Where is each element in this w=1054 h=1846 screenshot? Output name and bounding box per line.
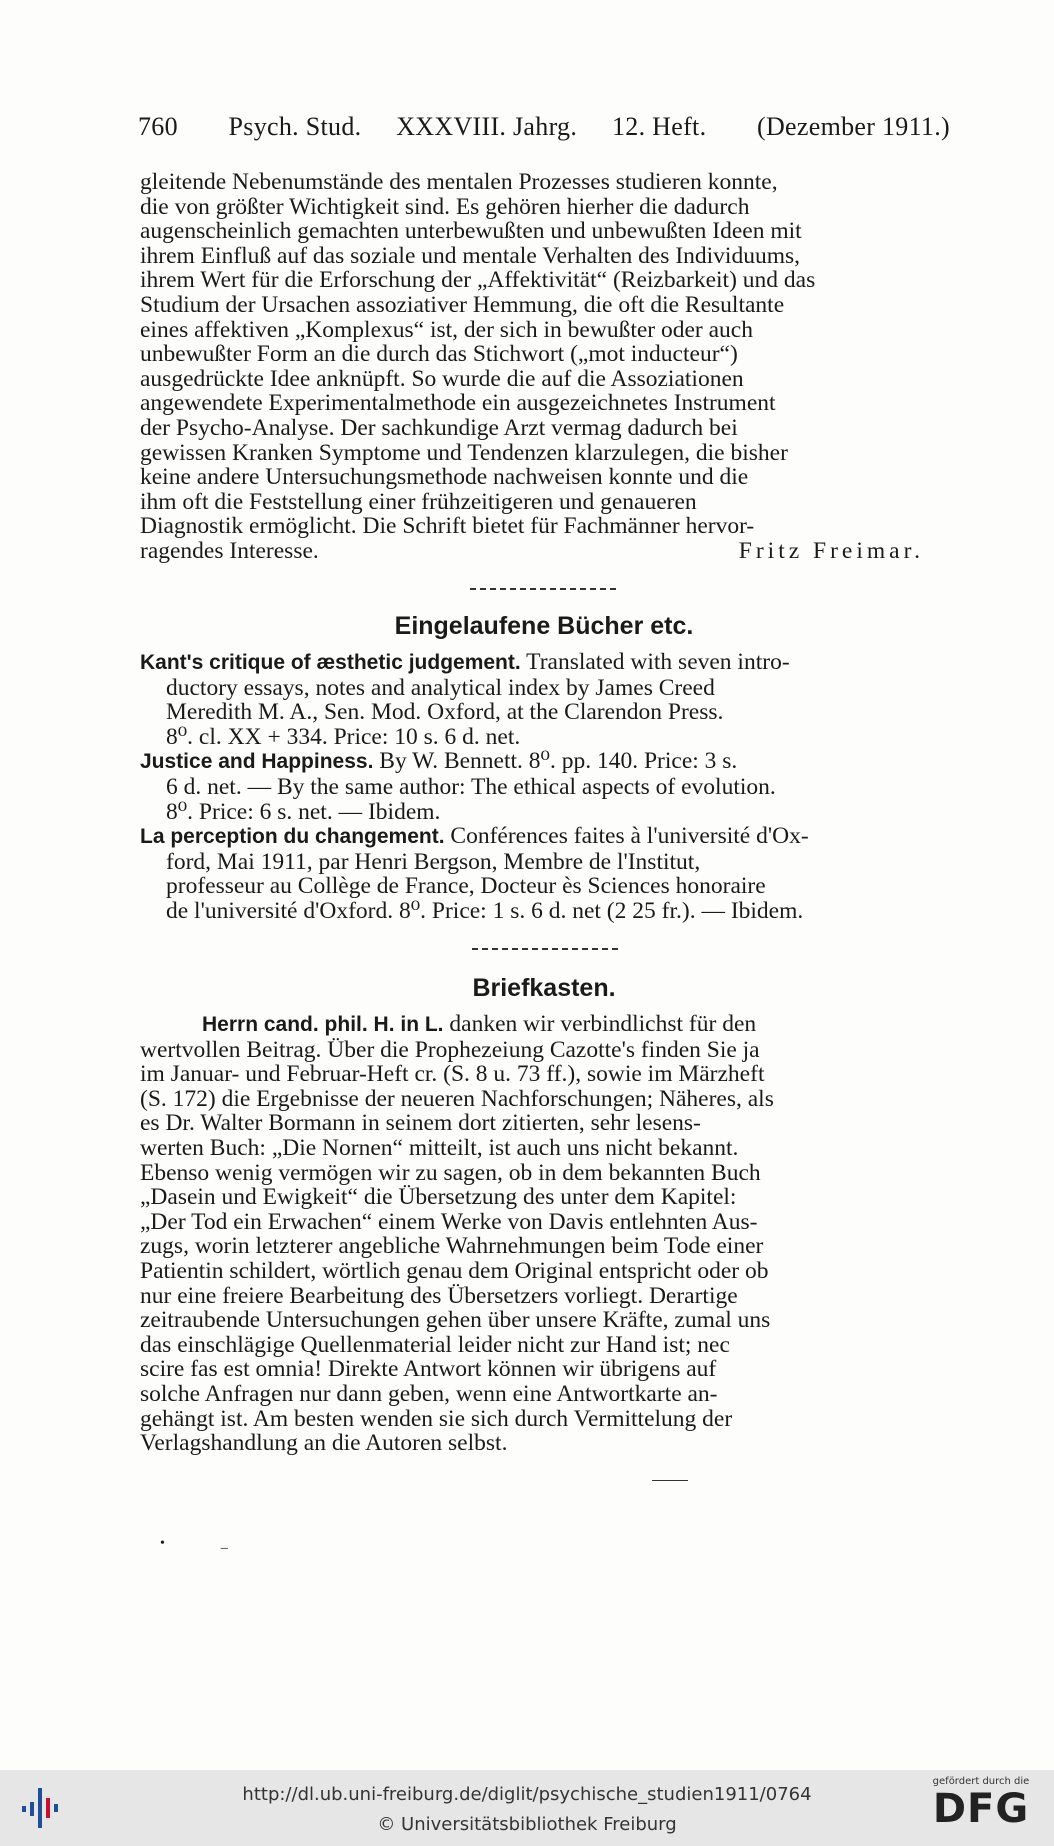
section-divider (470, 588, 616, 591)
text-line: wertvollen Beitrag. Über die Prophezeiung Cazotte's finden Sie ja (140, 1037, 760, 1063)
end-rule (652, 1480, 688, 1481)
book-entry-line: 6 d. net. — By the same author: The ethical aspects of evolution. (166, 774, 776, 800)
letters-first-line (140, 1012, 948, 1038)
addressee: Herrn cand. phil. H. in L. (202, 1013, 444, 1036)
dfg-logo-text: DFG (932, 1786, 1030, 1832)
book-entry-line: 8⁰. Price: 6 s. net. — Ibidem. (166, 799, 441, 825)
text-line: gewissen Kranken Symptome und Tendenzen klarzulegen, die bisher (140, 440, 788, 466)
text-line: Patientin schildert, wörtlich genau dem Original entspricht oder ob (140, 1258, 769, 1284)
section-title-books: Eingelaufene Bücher etc. (394, 612, 694, 640)
text-line: eines affektiven „Komplexus“ ist, der sich in bewußter oder auch (140, 317, 753, 343)
text-line: zugs, worin letzterer angebliche Wahrnehmungen beim Tode einer (140, 1234, 764, 1259)
text-line: (S. 172) die Ergebnisse der neueren Nachforschungen; Näheres, als (140, 1086, 774, 1112)
book-entry-line: ford, Mai 1911, par Henri Bergson, Membre de l'Institut, (166, 849, 701, 875)
text-line: solche Anfragen nur dann geben, wenn eine Antwortkarte an- (140, 1381, 718, 1407)
text-line: die von größter Wichtigkeit sind. Es gehören hierher die dadurch (140, 194, 750, 220)
text-line: augenscheinlich gemachten unterbewußten und unbewußten Ideen mit (140, 219, 802, 244)
text-line: zeitraubende Untersuchungen gehen über unsere Kräfte, zumal uns (140, 1308, 771, 1333)
book-entry (140, 824, 948, 923)
text-line: ihrem Wert für die Erforschung der „Affektivität“ (Reizbarkeit) und das (140, 268, 816, 293)
book-entry (140, 650, 948, 749)
funder-caption: gefördert durch die (932, 1776, 1030, 1787)
book-title: La perception du changement. (140, 825, 445, 849)
section-divider (472, 948, 618, 951)
review-continuation (140, 170, 948, 564)
text-line: angewendete Experimentalmethode ein ausgezeichnetes Instrument (140, 391, 776, 416)
text-line: „Dasein und Ewigkeit“ die Übersetzung des unter dem Kapitel: (140, 1185, 737, 1210)
running-title-part: XXXVIII. Jahrg. (396, 112, 578, 141)
book-title: Justice and Happiness. (140, 750, 374, 774)
copyright-notice: © Universitätsbibliothek Freiburg (377, 1814, 677, 1835)
book-entry-first-line (140, 650, 948, 676)
text-line: „Der Tod ein Erwachen“ einem Werke von Davis entlehnten Aus- (140, 1209, 758, 1235)
scan-specks: • _ (160, 1536, 228, 1551)
text-line: Studium der Ursachen assoziativer Hemmung, die oft die Resultante (140, 292, 785, 318)
text-line: keine andere Untersuchungsmethode nachweisen konnte und die (140, 465, 749, 490)
book-desc: Conférences faites à l'université d'Ox- (450, 824, 809, 850)
text-line: unbewußter Form an die durch das Stichwort („mot inducteur“) (140, 342, 738, 367)
book-entry-first-line (140, 749, 948, 775)
running-title-part: 12. Heft. (611, 112, 707, 141)
running-title-date: (Dezember 1911.) (757, 112, 950, 141)
text-line: im Januar- und Februar-Heft cr. (S. 8 u. 73 ff.), sowie im Märzheft (140, 1062, 765, 1087)
running-header (138, 112, 950, 148)
text-line: gleitende Nebenumstände des mentalen Prozesses studieren konnte, (140, 170, 778, 195)
book-title: Kant's critique of æsthetic judgement. (140, 651, 521, 674)
running-title (178, 112, 757, 142)
funder-logo[interactable] (922, 1776, 1040, 1831)
text-line: der Psycho-Analyse. Der sachkundige Arzt vermag dadurch bei (140, 415, 738, 441)
text-line: ausgedrückte Idee anknüpft. So wurde die auf die Assoziationen (140, 366, 744, 392)
author-signature: Fritz Freimar. (738, 538, 924, 564)
section-title-letters: Briefkasten. (472, 974, 616, 1002)
letters-paragraph (140, 1012, 948, 1456)
book-entry-line: Meredith M. A., Sen. Mod. Oxford, at the Clarendon Press. (166, 700, 724, 725)
book-entry-line: 8⁰. cl. XX + 334. Price: 10 s. 6 d. net. (166, 724, 521, 750)
text-line: Ebenso wenig vermögen wir zu sagen, ob in dem bekannten Buch (140, 1160, 761, 1186)
book-desc: Translated with seven intro- (526, 650, 790, 675)
text-line: ihrem Einfluß auf das soziale und mentale Verhalten des Individuums, (140, 243, 801, 269)
text-line: werten Buch: „Die Nornen“ mitteilt, ist auch uns nicht bekannt. (140, 1135, 739, 1161)
book-list (140, 650, 948, 924)
page-number: 760 (138, 112, 178, 141)
text-line-end: ragendes Interesse. (140, 538, 319, 564)
text-line: das einschlägige Quellenmaterial leider nicht zur Hand ist; nec (140, 1332, 730, 1358)
letters-first-line-rest: danken wir verbindlichst für den (449, 1012, 757, 1037)
permalink-url[interactable]: http://dl.ub.uni-freiburg.de/diglit/psychische_studien1911/0764 (242, 1784, 812, 1805)
text-line: ihm oft die Feststellung einer frühzeitigeren und genaueren (140, 489, 697, 515)
book-entry-line: ductory essays, notes and analytical index by James Creed (166, 675, 715, 701)
text-line-final (140, 539, 948, 564)
book-entry-line: de l'université d'Oxford. 8⁰. Price: 1 s. 6 d. net (2 25 fr.). — Ibidem. (166, 898, 804, 924)
text-line: scire fas est omnia! Direkte Antwort können wir übrigens auf (140, 1357, 717, 1382)
running-title-part: Psych. Stud. (228, 112, 362, 141)
viewer-footer (0, 1770, 1054, 1846)
text-line: Diagnostik ermöglicht. Die Schrift bietet für Fachmänner hervor- (140, 514, 755, 539)
text-line: es Dr. Walter Bormann in seinem dort zitierten, sehr lesens- (140, 1111, 701, 1136)
text-line: Verlagshandlung an die Autoren selbst. (140, 1431, 508, 1456)
book-entry-first-line (140, 824, 948, 850)
text-line: nur eine freiere Bearbeitung des Übersetzers vorliegt. Derartige (140, 1283, 738, 1309)
book-entry (140, 749, 948, 824)
book-entry-line: professeur au Collège de France, Docteur ès Sciences honoraire (166, 874, 766, 899)
text-line: gehängt ist. Am besten wenden sie sich durch Vermittelung der (140, 1406, 733, 1432)
book-desc: By W. Bennett. 8⁰. pp. 140. Price: 3 s. (379, 749, 738, 775)
